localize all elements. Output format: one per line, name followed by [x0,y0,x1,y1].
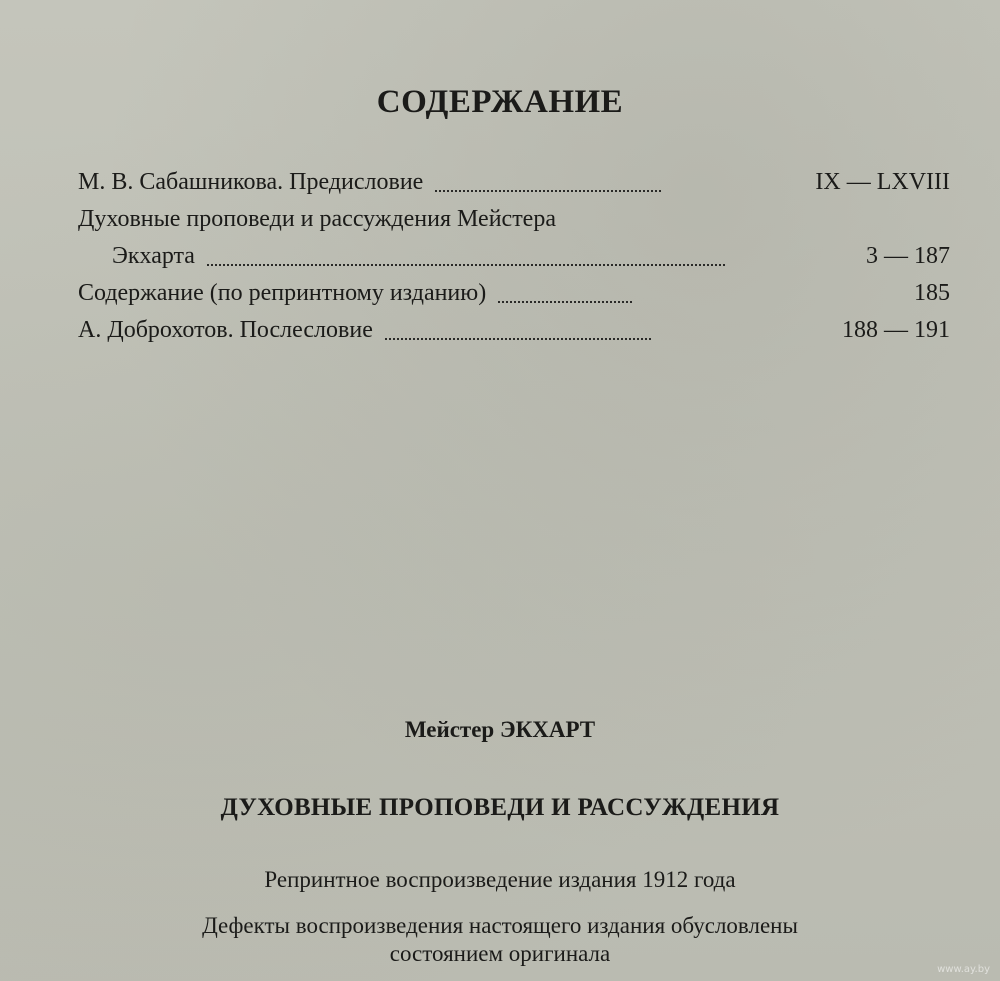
defects-note [0,912,1000,968]
toc-entry-label: Экхарта [112,243,195,269]
toc-entry-sermons-continued [78,238,950,275]
toc-entry-pages: 188 — 191 [842,317,950,343]
watermark: www.ay.by [937,964,990,975]
toc-entry-label: Содержание (по репринтному изданию) [78,280,487,306]
table-of-contents [78,164,950,349]
author-name: Мейстер ЭКХАРТ [404,717,596,742]
toc-entry-preface [78,164,950,201]
defects-note-line-2: состоянием оригинала [389,941,611,966]
toc-entry-pages: 185 [914,280,950,306]
toc-dot-leader [385,338,651,340]
toc-dot-leader [498,301,632,303]
defects-note-line-1: Дефекты воспроизведения настоящего издания обусловлены [202,913,798,938]
toc-entry-pages: 3 — 187 [866,243,950,269]
toc-dot-leader [207,264,725,266]
book-title: ДУХОВНЫЕ ПРОПОВЕДИ И РАССУЖДЕНИЯ [220,794,780,821]
toc-entry-label: А. Доброхотов. Послесловие [78,317,373,343]
toc-entry-sermons [78,201,950,238]
toc-dot-leader [435,190,661,192]
toc-entry-label: Духовные проповеди и рассуждения Мейстера [78,206,556,232]
toc-entry-pages: IX — LXVIII [815,169,950,195]
reprint-note: Репринтное воспроизведение издания 1912 года [264,867,736,892]
toc-title: СОДЕРЖАНИЕ [376,84,624,120]
toc-entry-afterword [78,312,950,349]
toc-entry-label: М. В. Сабашникова. Предисловие [78,169,424,195]
toc-entry-contents [78,275,950,312]
